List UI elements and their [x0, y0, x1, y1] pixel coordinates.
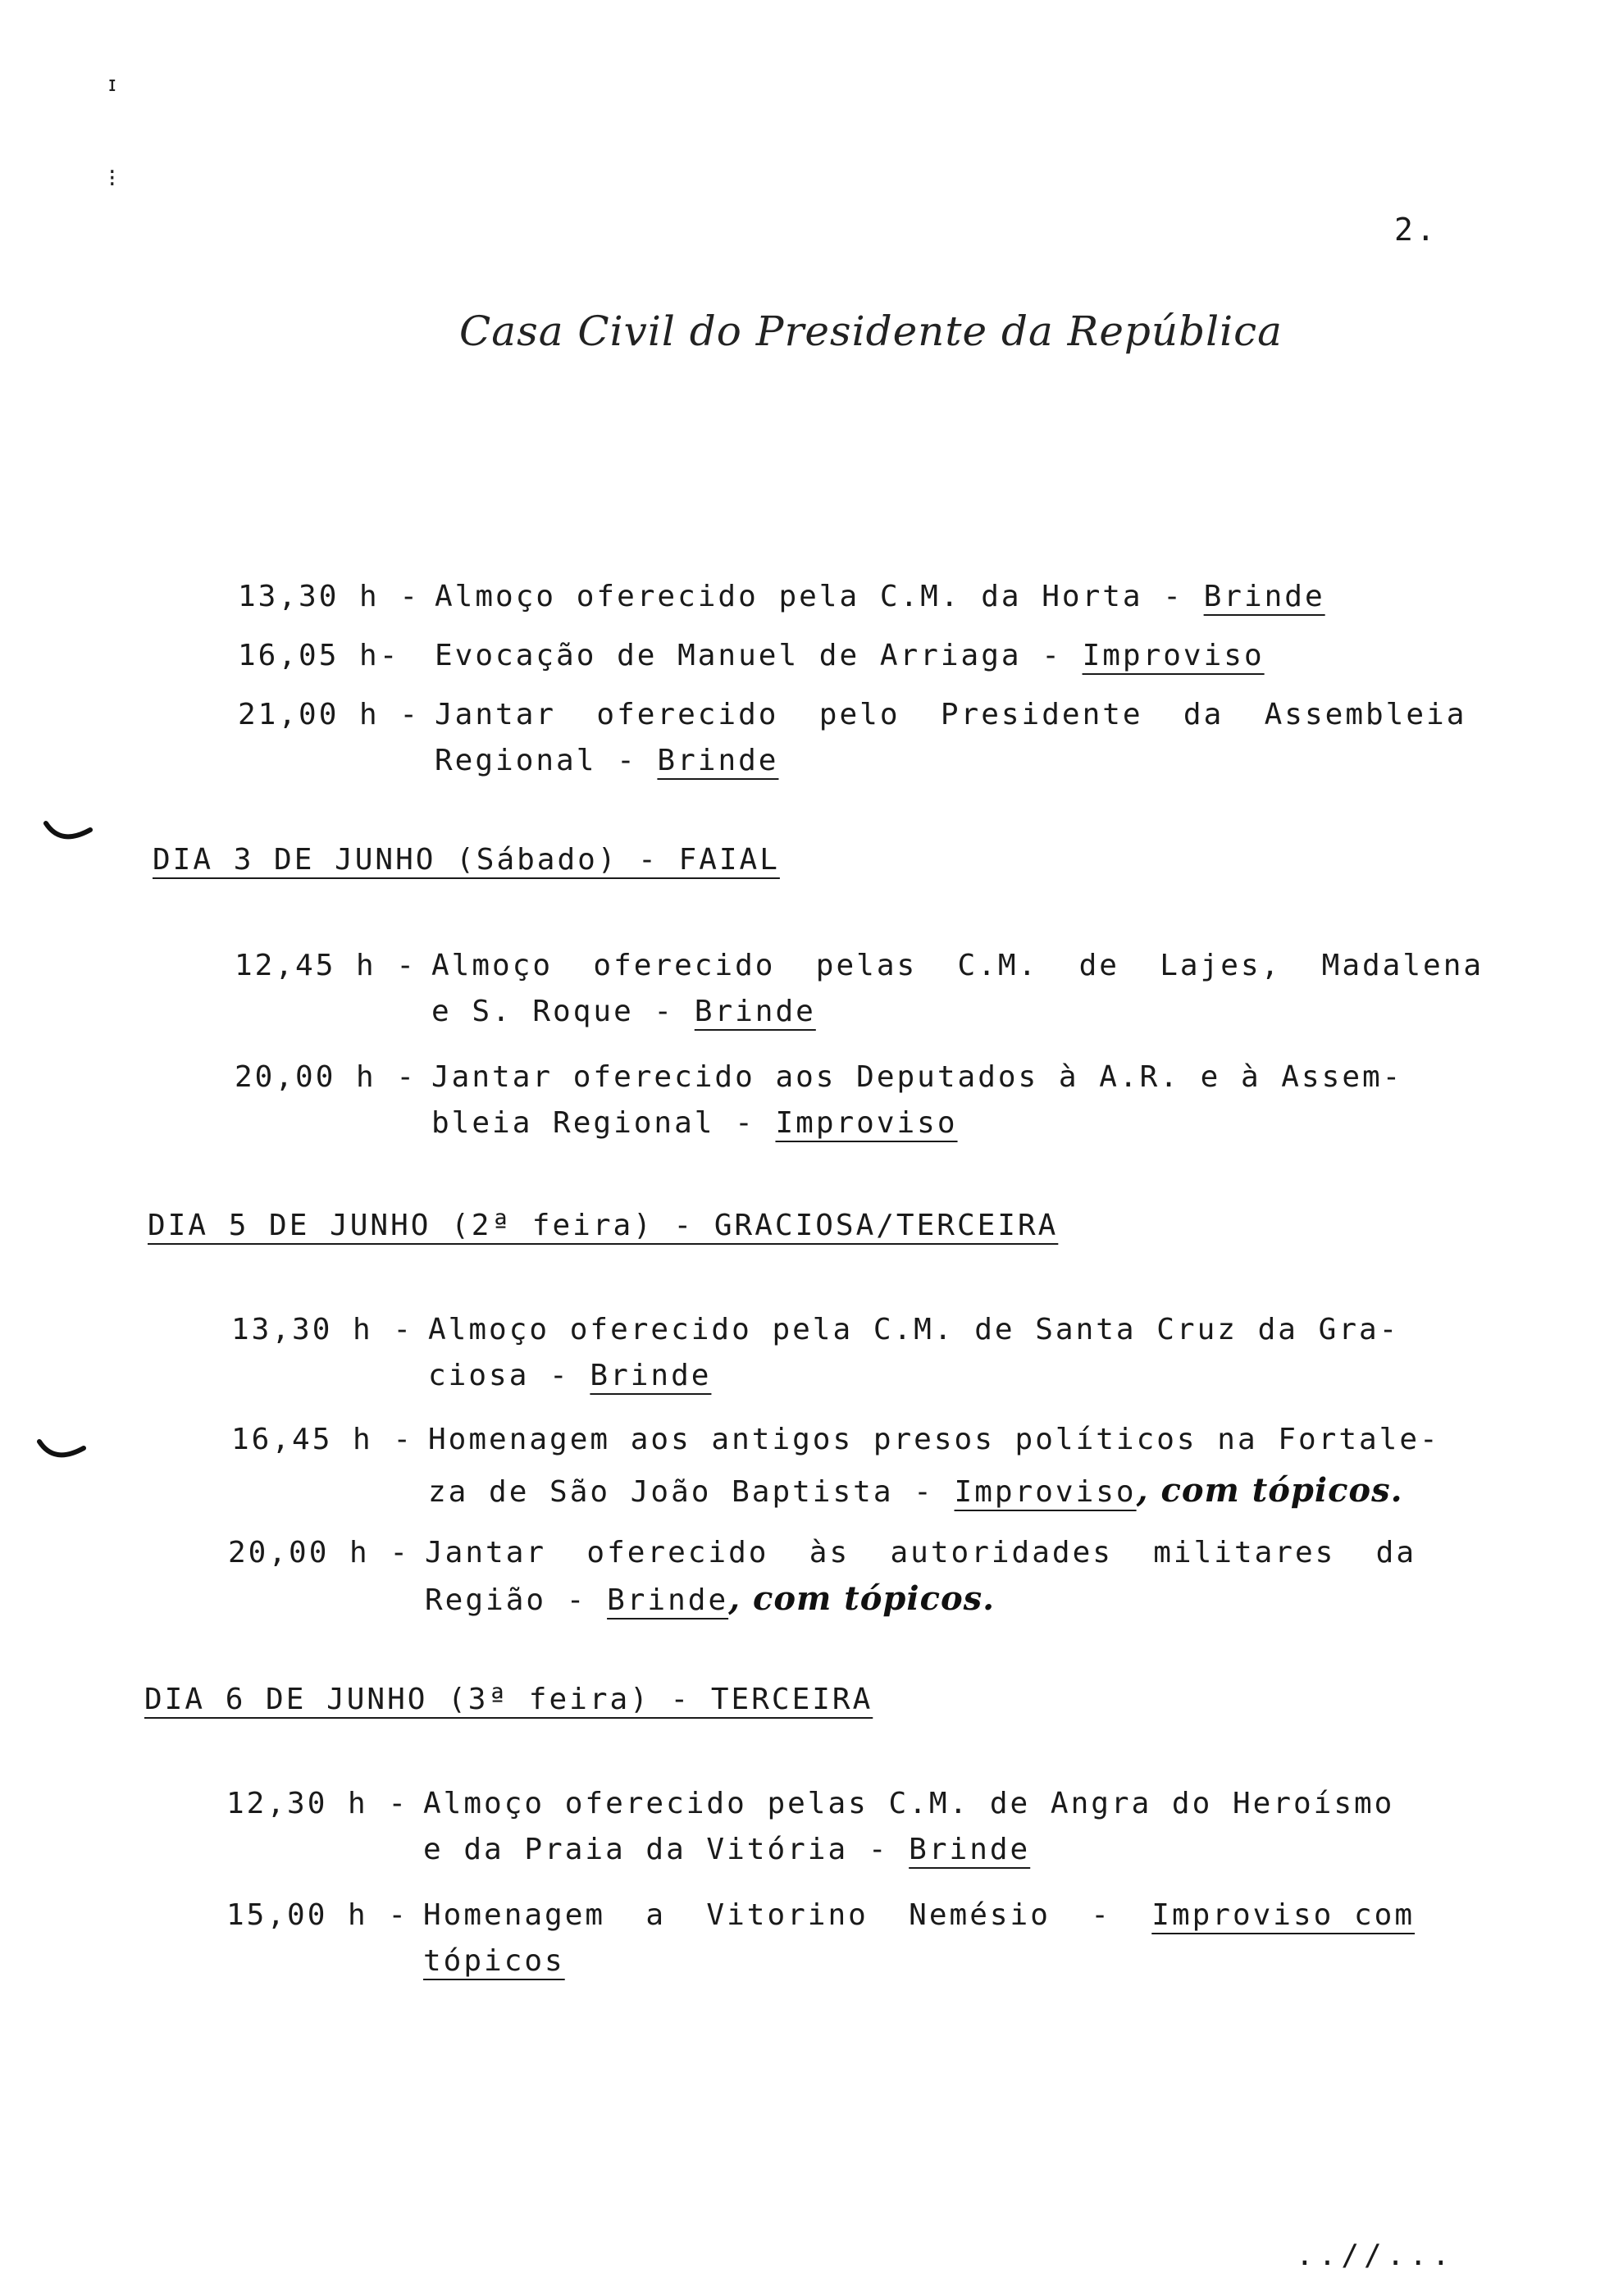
handwritten-note: , com tópicos.: [1136, 1471, 1403, 1510]
entry-time: 12,45 h -: [235, 949, 417, 982]
entry-time: 15,00 h -: [226, 1898, 409, 1932]
speech-type: Improviso: [1082, 639, 1265, 672]
entry-description: Evocação de Manuel de Arriaga - Improviso: [435, 639, 1265, 672]
schedule-entry: [235, 943, 1484, 1041]
speech-type: Improviso: [954, 1475, 1137, 1509]
margin-mark-top: ɪ: [108, 72, 116, 97]
entry-description: Almoço oferecido pelas C.M. de Angra do Heroísmo: [423, 1787, 1395, 1820]
entry-time: 16,05 h-: [238, 639, 400, 672]
entry-description-continued: [423, 1938, 565, 1984]
section-heading: DIA 3 DE JUNHO (Sábado) - FAIAL: [153, 843, 780, 877]
page-number: 2.: [1394, 212, 1438, 248]
speech-type: Brinde: [1203, 580, 1325, 613]
section-heading: DIA 6 DE JUNHO (3ª feira) - TERCEIRA: [144, 1683, 873, 1716]
entry-description-continued: bleia Regional - Improviso: [431, 1106, 958, 1140]
entry-description: Homenagem a Vitorino Nemésio - Improviso com: [423, 1898, 1416, 1932]
schedule-entry: [226, 1893, 1457, 1991]
entry-time: 16,45 h -: [231, 1423, 414, 1456]
entry-description-continued: Regional - Brinde: [435, 744, 779, 777]
entry-description-continued: za de São João Baptista - Improviso, com tópicos.: [428, 1471, 1403, 1510]
schedule-entry: [238, 574, 1468, 623]
entry-description: Almoço oferecido pelas C.M. de Lajes, Madalena: [431, 949, 1484, 982]
entry-time: 20,00 h -: [228, 1536, 411, 1569]
schedule-entry: [235, 1055, 1465, 1153]
speech-type: Brinde: [607, 1583, 729, 1617]
schedule-entry: [238, 692, 1468, 790]
entry-description-continued: e da Praia da Vitória - Brinde: [423, 1833, 1031, 1866]
entry-time: 20,00 h -: [235, 1060, 417, 1094]
entry-description-continued: Região - Brinde, com tópicos.: [425, 1579, 996, 1618]
continuation-marker: ..//...: [1296, 2239, 1455, 2272]
entry-description-continued: e S. Roque - Brinde: [431, 995, 816, 1028]
margin-mark-second: ⁝: [108, 164, 116, 193]
schedule-entry: [231, 1307, 1461, 1405]
speech-type: Improviso com: [1151, 1898, 1416, 1932]
entry-time: 12,30 h -: [226, 1787, 409, 1820]
margin-bracket-mark: [43, 818, 95, 851]
handwritten-note: , com tópicos.: [728, 1579, 996, 1618]
speech-type: Improviso: [775, 1106, 958, 1140]
entry-time: 13,30 h -: [238, 580, 421, 613]
entry-description: Jantar oferecido às autoridades militares da: [425, 1536, 1417, 1569]
entry-description-continued: ciosa - Brinde: [428, 1359, 712, 1392]
entry-time: 13,30 h -: [231, 1313, 414, 1346]
schedule-entry: [226, 1781, 1457, 1879]
speech-type: Brinde: [657, 744, 779, 777]
schedule-entry: [228, 1530, 1458, 1637]
margin-bracket-mark: [36, 1437, 89, 1469]
entry-time: 21,00 h -: [238, 698, 421, 731]
entry-description: Jantar oferecido pelo Presidente da Assembleia: [435, 698, 1467, 731]
entry-description: Almoço oferecido pela C.M. de Santa Cruz da Gra-: [428, 1313, 1400, 1346]
speech-type: Brinde: [590, 1359, 712, 1392]
speech-type-continued: tópicos: [423, 1944, 565, 1978]
entry-description: Jantar oferecido aos Deputados à A.R. e à Assem-: [431, 1060, 1403, 1094]
entry-description: Homenagem aos antigos presos políticos na Fortale-: [428, 1423, 1440, 1456]
speech-type: Brinde: [909, 1833, 1031, 1866]
speech-type: Brinde: [694, 995, 816, 1028]
entry-description: Almoço oferecido pela C.M. da Horta - Brinde: [435, 580, 1325, 613]
schedule-entry: [238, 633, 1468, 682]
section-heading: DIA 5 DE JUNHO (2ª feira) - GRACIOSA/TERCEIRA: [148, 1209, 1059, 1242]
schedule-entry: [231, 1417, 1461, 1515]
letterhead: Casa Civil do Presidente da República: [459, 308, 1283, 355]
